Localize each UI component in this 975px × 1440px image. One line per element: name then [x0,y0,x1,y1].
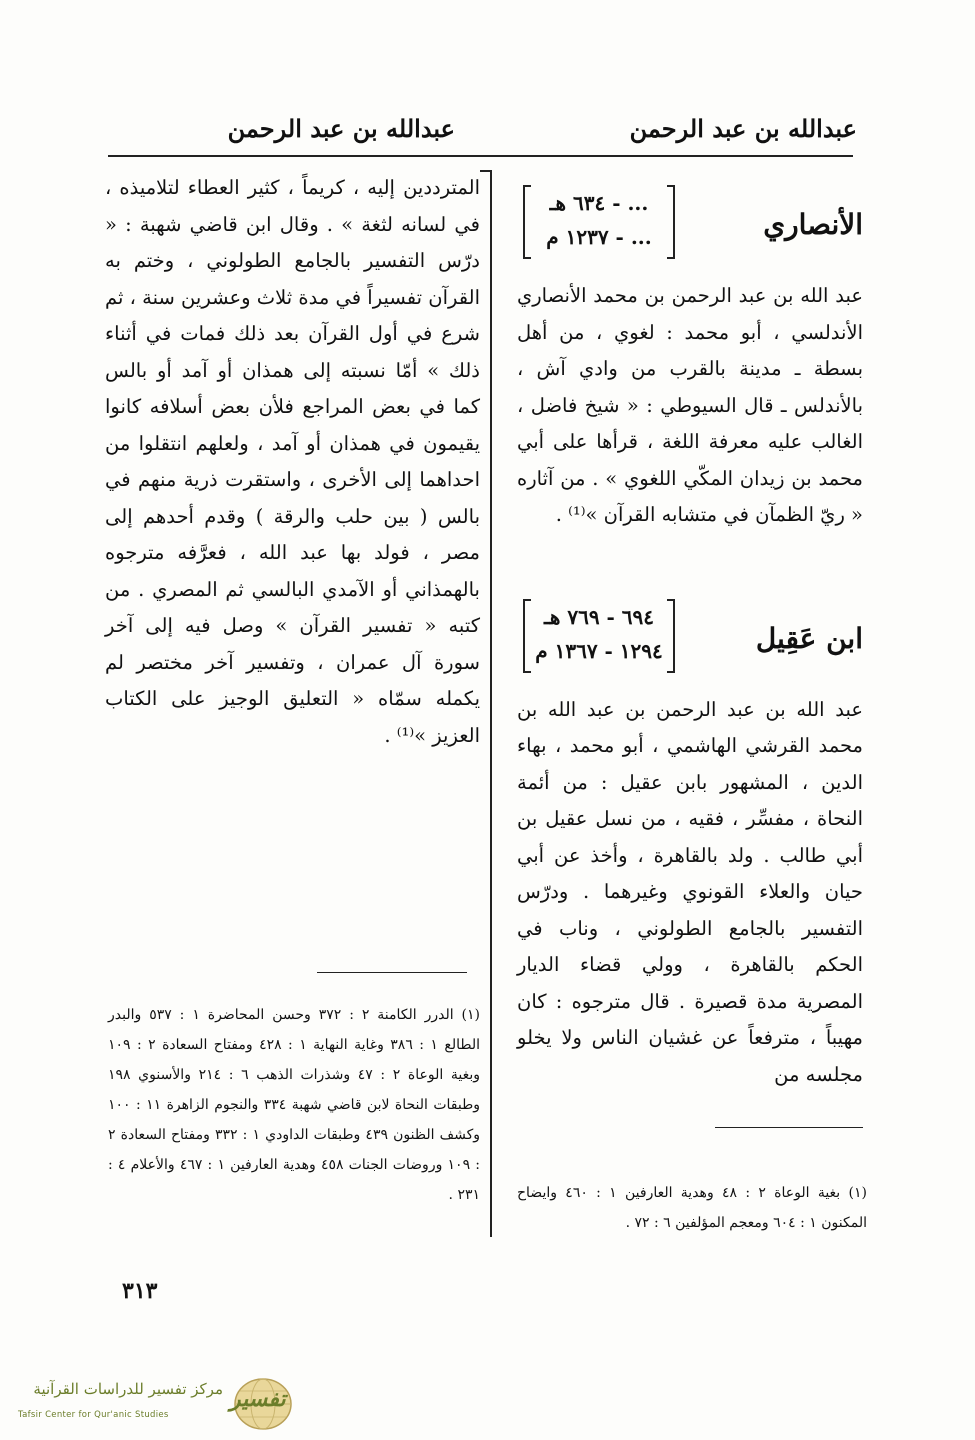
continued-text: المترددين إليه ، كريماً ، كثير العطاء لتلاميذه ، في لسانه لثغة » . وقال ابن قاضي شهبة : « درّس التفسير بالجامع الطولوني ، وختم به القرآن تفسيراً في مدة ثلاث وعشرين سنة ، ثم شرع في أول القرآن بعد ذلك فمات في أثناء ذلك » أمّا نسبته إلى همذان أو آمد أو بالس كما في بعض المراجع فلأن بعض أسلافه كانوا يقيمون في همذان أو آمد ، ولعلهم انتقلوا من احداهما إلى الأخرى ، واستقرت ذرية منهم في بالس ( بين حلب والرقة ) وقدم أحدهم إلى مصر ، فولد بها عبد الله ، فعرَّفه مترجوه بالهمذاني أو الآمدي البالسي ثم المصري . من كتبه « تفسير القرآن » وصل فيه إلى آخر سورة آل عمران ، وتفسير آخر مختصر لم يكمله سمّاه « التعليق الوجيز على الكتاب العزيز »⁽¹⁾ . [105,176,480,747]
column-divider [480,170,492,1237]
footnote-right: (١) بغية الوعاة ٢ : ٤٨ وهدية العارفين ١ : ٤٦٠ وايضاح المكنون ١ : ٦٠٤ ومعجم المؤلفين ٦ : ٧٢ . [517,1185,867,1231]
entry-text-ansari: عبد الله بن عبد الرحمن بن محمد الأنصاري الأندلسي ، أبو محمد : لغوي ، من أهل بسطة ـ مدينة بالقرب من وادي آش ، بالأندلس ـ قال السيوطي : « شيخ فاضل ، الغالب عليه معرفة اللغة ، قرأها على أبي محمد بن زيدان المكّي اللغوي » . من آثاره « ريّ الظمآن في متشابه القرآن »⁽¹⁾ . [517,284,863,526]
entry-dates [523,186,675,258]
entry-heading-ansari [517,178,863,268]
date-hijri: ٦٩٤ - ٧٦٩ هـ [543,604,655,629]
entry-name: الأنصاري [763,208,863,241]
entry-gap [517,534,863,592]
header-rule [108,155,853,157]
date-gregorian: ... - ١٢٣٧ م [546,225,652,249]
footnote-left: (١) الدرر الكامنة ٢ : ٣٧٢ وحسن المحاضرة ١ : ٥٣٧ والبدر الطالع ١ : ٣٨٦ وغاية النهاية ١ : ٤٢٨ ومفتاح السعادة ٢ : ١٠٩ وبغية الوعاة ٢ : ٤٧ وشذرات الذهب ٦ : ٢١٤ والأسنوي ١٩٨ وطبقات النحاة لابن قاضي شهبة ٣٣٤ والنجوم الزاهرة ١١ : ١٠٠ وكشف الظنون ٤٣٩ وطبقات الداودي ١ : ٣٣٢ ومفتاح السعادة ٢ : ١٠٩ وروضات الجنات ٤٥٨ وهدية العارفين ١ : ٤٦٧ والأعلام ٤ : ٢٣١ . [108,1007,481,1203]
logo-english-name: Tafsir Center for Qur'anic Studies [18,1410,169,1420]
page-number: ٣١٣ [122,1278,158,1304]
left-column [105,170,480,754]
date-gregorian: ١٢٩٤ - ١٣٦٧ م [535,638,663,663]
publisher-logo [14,1372,296,1434]
running-head-left: عبدالله بن عبد الرحمن [227,114,455,143]
right-column [517,178,863,1093]
footnote-rule-left [317,972,467,973]
footnote-rule-right [715,1127,863,1128]
date-hijri: ... - ٦٣٤ هـ [549,191,649,215]
entry-heading-ibn-aqil [517,592,863,682]
entry-name: ابن عَقِيل [755,621,863,655]
logo-mark: تفسير [230,1386,286,1412]
entry-text-ibn-aqil: عبد الله بن عبد الرحمن بن عبد الله بن محمد القرشي الهاشمي ، أبو محمد ، بهاء الدين ، المشهور بابن عقيل : من أئمة النحاة ، مفسِّر ، فقيه ، من نسل عقيل بن أبي طالب . ولد بالقاهرة ، وأخذ عن أبي حيان والعلاء القونوي وغيرهما . ودرّس التفسير بالجامع الطولوني ، وناب في الحكم بالقاهرة ، وولي قضاء الديار المصرية مدة قصيرة . قال مترجوه : كان مهيباً ، مترفعاً عن غشيان الناس ولا يخلو مجلسه من [517,697,863,1086]
logo-arabic-name: مركز تفسير للدراسات القرآنية [33,1380,223,1398]
running-head-right: عبدالله بن عبد الرحمن [629,114,857,143]
entry-dates [523,600,675,672]
